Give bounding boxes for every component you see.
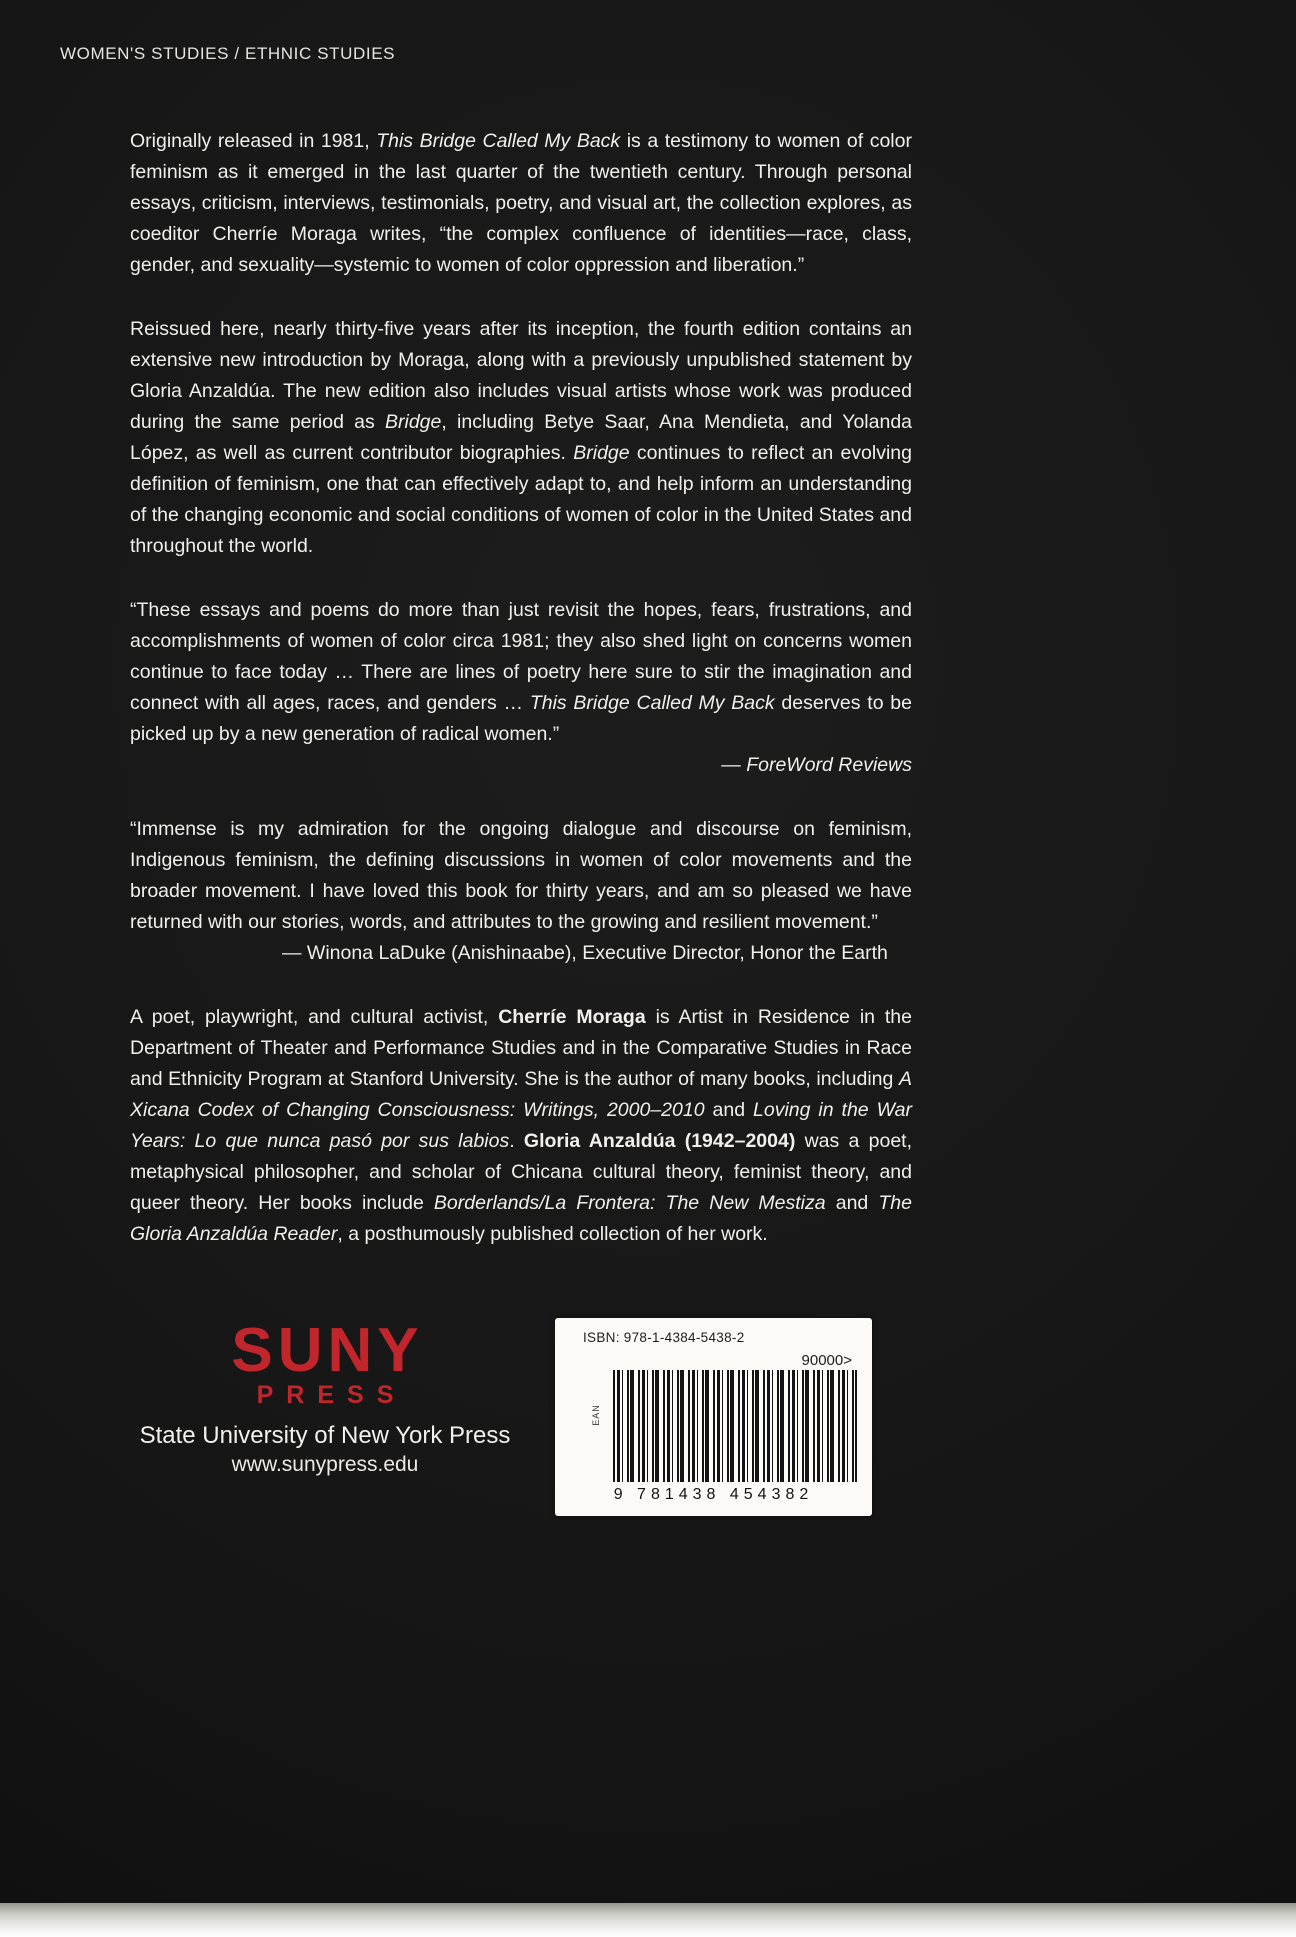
synopsis-paragraph-2: Reissued here, nearly thirty-five years after its inception, the fourth edition contains an extensive new introduction by Moraga, along with a previously unpublished statement by Gloria Anzaldúa. The new edition also includes visual artists whose work was produced during the same period as Bridge, including Betye Saar, Ana Mendieta, and Yolanda López, as well as current contributor biographies. Bridge continues to reflect an evolving definition of feminism, one that can effectively adapt to, and help inform an understanding of the changing economic and social conditions of women of color in the United States and throughout the world.	[130, 318, 913, 557]
press-logo: PRESS	[256, 1381, 407, 1409]
suny-logo: SUNY	[231, 1316, 424, 1385]
synopsis-paragraph-1: Originally released in 1981, This Bridge Called My Back is a testimony to women of color feminism as it emerged in the last quarter of the twentieth century. Through personal essays, criticism, interviews, testimonials, poetry, and visual art, the collection explores, as coeditor Cherríe Moraga writes, “the complex confluence of identities—race, class, gender, and sexuality—systemic to women of color oppression and liberation.”	[130, 130, 912, 276]
review-attribution-laduke: — Winona LaDuke (Anishinaabe), Executive Director, Honor the Earth	[282, 942, 888, 964]
publisher-name: State University of New York Press	[139, 1422, 511, 1449]
barcode-price-code: 90000>	[801, 1352, 852, 1369]
book-pages-edge	[0, 1903, 1296, 1937]
publisher-url: www.sunypress.edu	[231, 1453, 419, 1476]
author-bios-paragraph: A poet, playwright, and cultural activist, Cherríe Moraga is Artist in Residence in the Department of Theater and Performance Studies and in the Comparative Studies in Race and Ethnicity Program at Stanford University. She is the author of many books, including A Xicana Codex of Changing Consciousness: Writings, 2000–2010 and Loving in the War Years: Lo que nunca pasó por sus labios. Gloria Anzaldúa (1942–2004) was a poet, metaphysical philosopher, and scholar of Chicana cultural theory, feminist theory, and queer theory. Her books include Borderlands/La Frontera: The New Mestiza and The Gloria Anzaldúa Reader, a posthumously published collection of her work.	[130, 1006, 912, 1245]
ean-label: EAN	[590, 1404, 601, 1426]
publisher-block	[125, 1316, 525, 1477]
back-cover-text	[130, 126, 912, 1283]
review-quote-laduke: “Immense is my admiration for the ongoing dialogue and discourse on feminism, Indigenous feminism, the defining discussions in women of color movements and the broader movement. I have loved this book for thirty years, and am so pleased we have returned with our stories, words, and attributes to the growing and resilient movement.”	[130, 818, 912, 933]
isbn-text: ISBN: 978-1-4384-5438-2	[583, 1330, 745, 1345]
barcode-bars	[613, 1370, 857, 1482]
review-attribution-foreword: — ForeWord Reviews	[721, 754, 912, 776]
review-quote-foreword: “These essays and poems do more than just revisit the hopes, fears, frustrations, and accomplishments of women of color circa 1981; they also shed light on concerns women continue to face today … There are lines of poetry here sure to stir the imagination and connect with all ages, races, and genders … This Bridge Called My Back deserves to be picked up by a new generation of radical women.”	[130, 599, 912, 745]
category-label: WOMEN'S STUDIES / ETHNIC STUDIES	[60, 44, 396, 63]
barcode-block	[555, 1318, 872, 1516]
barcode-number: 9 781438 454382	[613, 1486, 814, 1503]
